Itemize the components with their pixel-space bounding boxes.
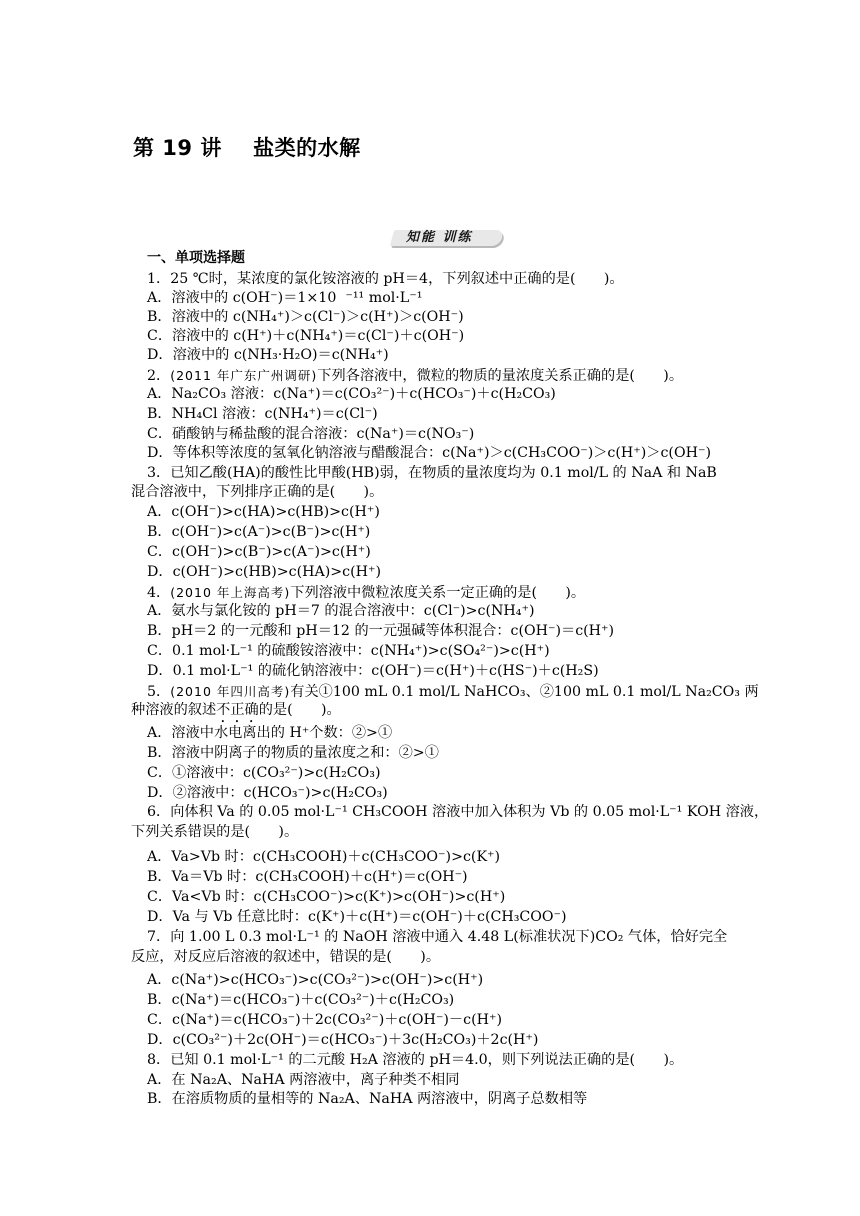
q2-option-c: C．硝酸钠与稀盐酸的混合溶液：c(Na⁺)＝c(NO₃⁻) [147, 426, 475, 442]
q5-stem-line2-c: 的是( )。 [258, 702, 341, 718]
q4-option-d: D．0.1 mol·L⁻¹ 的硫化钠溶液中：c(OH⁻)＝c(H⁺)＋c(HS⁻)＋c(H₂S) [147, 663, 599, 679]
q2-stem-text: 下列各溶液中，微粒的物质的量浓度关系正确的是( )。 [317, 368, 684, 384]
q4-source: (2010 年上海高考) [170, 585, 291, 600]
q3-stem-line1: 3．已知乙酸(HA)的酸性比甲酸(HB)弱，在物质的量浓度均为 0.1 mol/L 的 NaA 和 NaB [147, 465, 717, 481]
q4-option-c: C．0.1 mol·L⁻¹ 的硫酸铵溶液中：c(NH₄⁺)>c(SO₄²⁻)>c(H⁺) [147, 643, 550, 659]
q2-source: (2011 年广东广州调研) [170, 368, 318, 383]
q6-stem-line2: 下列关系错误的是( )。 [131, 824, 299, 840]
q5-option-d: D．②溶液中：c(HCO₃⁻)>c(H₂CO₃) [147, 785, 388, 801]
q5-stem-text: 有关①100 mL 0.1 mol/L NaHCO₃、②100 mL 0.1 mol/L Na₂CO₃ 两 [290, 684, 759, 700]
q8-option-b: B．在溶质物质的量相等的 Na₂A、NaHA 两溶液中，阴离子总数相等 [147, 1091, 588, 1107]
q4-option-b: B．pH＝2 的一元酸和 pH＝12 的一元强碱等体积混合：c(OH⁻)＝c(H⁺) [147, 623, 615, 639]
q4-option-a: A．氨水与氯化铵的 pH＝7 的混合溶液中：c(Cl⁻)>c(NH₄⁺) [147, 603, 535, 619]
q1-option-b: B．溶液中的 c(NH₄⁺)＞c(Cl⁻)＞c(H⁺)＞c(OH⁻) [147, 309, 464, 325]
q2-option-d: D．等体积等浓度的氢氧化钠溶液与醋酸混合：c(Na⁺)＞c(CH₃COO⁻)＞c(H⁺)＞c(OH⁻) [147, 445, 711, 461]
q4-stem: 4．(2010 年上海高考)下列溶液中微粒浓度关系一定正确的是( )。 [147, 585, 586, 601]
q2-option-a: A．Na₂CO₃ 溶液：c(Na⁺)＝c(CO₃²⁻)＋c(HCO₃⁻)＋c(H₂CO₃) [147, 386, 556, 402]
q1-stem: 1．25 ℃时，某浓度的氯化铵溶液的 pH＝4，下列叙述中正确的是( )。 [147, 271, 624, 287]
q5-emphasis-not-correct: 不正确 [216, 702, 259, 718]
q6-option-c: C．Va<Vb 时：c(CH₃COO⁻)>c(K⁺)>c(OH⁻)>c(H⁺) [147, 889, 506, 905]
q1-option-a: A．溶液中的 c(OH⁻)＝1×10 ⁻¹¹ mol·L⁻¹ [147, 290, 423, 306]
q5-option-a: A．溶液中水电离出的 H⁺个数：②>① [147, 725, 393, 741]
section-badge [392, 228, 502, 248]
q5-stem-line2-a: 种溶液的叙述 [131, 702, 217, 718]
q7-option-b: B．c(Na⁺)＝c(HCO₃⁻)＋c(CO₃²⁻)＋c(H₂CO₃) [147, 992, 455, 1008]
q4-stem-text: 下列溶液中微粒浓度关系一定正确的是( )。 [290, 585, 586, 601]
q5-stem-line2 [131, 701, 341, 720]
q7-stem-line2: 反应，对反应后溶液的叙述中，错误的是( )。 [131, 949, 441, 965]
q5-option-c: C．①溶液中：c(CO₃²⁻)>c(H₂CO₃) [147, 765, 381, 781]
q3-stem-line2: 混合溶液中，下列排序正确的是( )。 [131, 484, 384, 500]
q5-option-b: B．溶液中阴离子的物质的量浓度之和：②>① [147, 745, 439, 761]
page-title: 第 19 讲 盐类的水解 [133, 136, 361, 160]
q7-option-c: C．c(Na⁺)＝c(HCO₃⁻)＋2c(CO₃²⁻)＋c(OH⁻)－c(H⁺) [147, 1012, 502, 1028]
q6-stem-line1: 6．向体积 Va 的 0.05 mol·L⁻¹ CH₃COOH 溶液中加入体积为 Vb 的 0.05 mol·L⁻¹ KOH 溶液， [147, 804, 769, 820]
q6-option-a: A．Va>Vb 时：c(CH₃COOH)＋c(CH₃COO⁻)>c(K⁺) [147, 849, 501, 865]
q7-option-a: A．c(Na⁺)>c(HCO₃⁻)>c(CO₃²⁻)>c(OH⁻)>c(H⁺) [147, 972, 484, 988]
section-heading: 一、单项选择题 [147, 250, 245, 266]
q7-stem-line1: 7．向 1.00 L 0.3 mol·L⁻¹ 的 NaOH 溶液中通入 4.48 L(标准状况下)CO₂ 气体，恰好完全 [147, 929, 728, 945]
badge-label: 知能 训练 [406, 230, 473, 245]
q2-option-b: B．NH₄Cl 溶液：c(NH₄⁺)＝c(Cl⁻) [147, 406, 378, 422]
q6-option-d: D．Va 与 Vb 任意比时：c(K⁺)＋c(H⁺)＝c(OH⁻)＋c(CH₃COO⁻) [147, 909, 567, 925]
q7-option-d: D．c(CO₃²⁻)＋2c(OH⁻)＝c(HCO₃⁻)＋3c(H₂CO₃)＋2c(H⁺) [147, 1032, 539, 1048]
q1-option-d: D．溶液中的 c(NH₃·H₂O)＝c(NH₄⁺) [147, 347, 389, 363]
q1-option-c: C．溶液中的 c(H⁺)＋c(NH₄⁺)＝c(Cl⁻)＋c(OH⁻) [147, 328, 465, 344]
q3-option-b: B．c(OH⁻)>c(A⁻)>c(B⁻)>c(H⁺) [147, 524, 371, 540]
q8-stem: 8．已知 0.1 mol·L⁻¹ 的二元酸 H₂A 溶液的 pH＝4.0，则下列说法正确的是( )。 [147, 1052, 684, 1068]
q3-option-a: A．c(OH⁻)>c(HA)>c(HB)>c(H⁺) [147, 504, 380, 520]
q5-source: (2010 年四川高考) [170, 684, 291, 699]
q8-option-a: A．在 Na₂A、NaHA 两溶液中，离子种类不相同 [147, 1072, 460, 1088]
q6-option-b: B．Va＝Vb 时：c(CH₃COOH)＋c(H⁺)＝c(OH⁻) [147, 869, 468, 885]
q5-stem-line1: 5．(2010 年四川高考)有关①100 mL 0.1 mol/L NaHCO₃、②100 mL 0.1 mol/L Na₂CO₃ 两 [147, 684, 759, 700]
q3-option-c: C．c(OH⁻)>c(B⁻)>c(A⁻)>c(H⁺) [147, 544, 371, 560]
q2-stem: 2．(2011 年广东广州调研)下列各溶液中，微粒的物质的量浓度关系正确的是( )。 [147, 368, 684, 384]
q3-option-d: D．c(OH⁻)>c(HB)>c(HA)>c(H⁺) [147, 564, 382, 580]
